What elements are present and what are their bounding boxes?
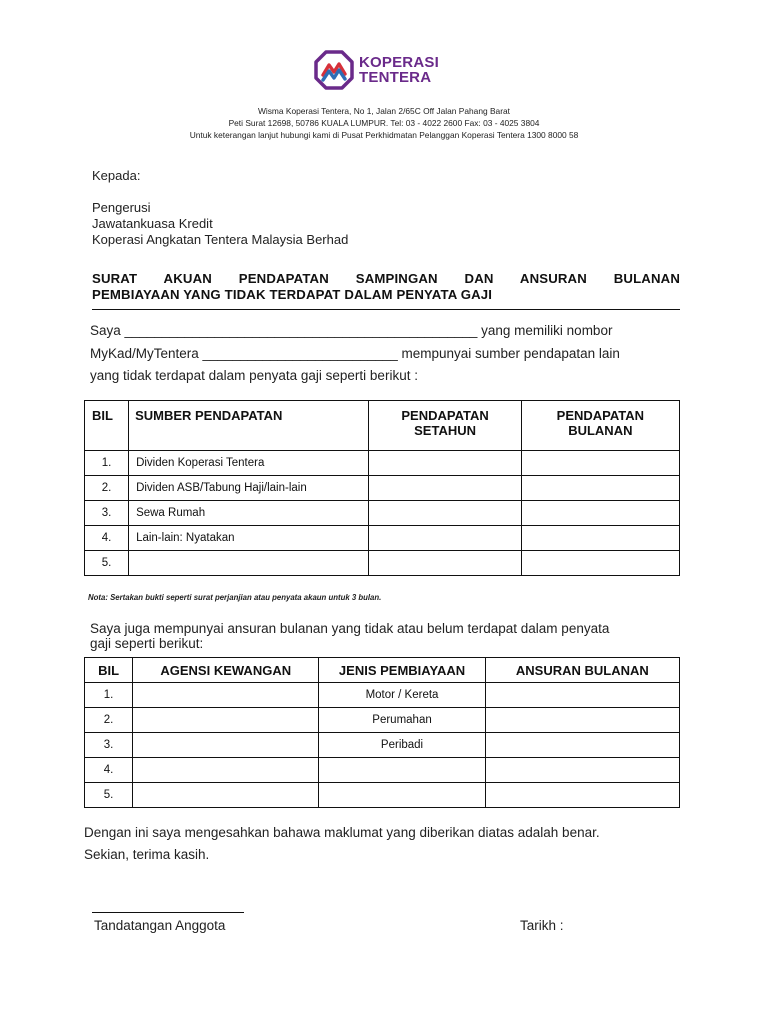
- note-text: Nota: Sertakan bukti seperti surat perjanjian atau penyata akaun untuk 3 bulan.: [88, 593, 382, 602]
- header-agensi-kewangan: AGENSI KEWANGAN: [133, 658, 319, 683]
- installment-intro-line1: Saya juga mempunyai ansuran bulanan yang tidak atau belum terdapat dalam penyata: [90, 621, 610, 636]
- row-bil: 1.: [85, 683, 133, 708]
- installment-table-header: [85, 658, 680, 683]
- row-bil: 4.: [85, 758, 133, 783]
- recipient-line3: Koperasi Angkatan Tentera Malaysia Berhad: [92, 232, 349, 247]
- header-bil: BIL: [85, 401, 129, 451]
- ansuran-cell[interactable]: [485, 733, 679, 758]
- row-bil: 4.: [85, 526, 129, 551]
- row-sumber: Sewa Rumah: [129, 501, 369, 526]
- ansuran-cell[interactable]: [485, 758, 679, 783]
- row-sumber: Lain-lain: Nyatakan: [129, 526, 369, 551]
- row-jenis[interactable]: [319, 783, 485, 808]
- confirmation-line1: Dengan ini saya mengesahkan bahawa maklumat yang diberikan diatas adalah benar.: [84, 825, 600, 840]
- recipient-kepada: Kepada:: [92, 168, 141, 183]
- title-line1: SURAT AKUAN PENDAPATAN SAMPINGAN DAN ANSURAN BULANAN: [92, 271, 680, 286]
- ansuran-cell[interactable]: [485, 708, 679, 733]
- bulanan-cell[interactable]: [521, 476, 679, 501]
- income-table-header: [85, 401, 680, 451]
- setahun-cell[interactable]: [369, 551, 521, 576]
- table-row: [85, 733, 680, 758]
- header-ansuran-bulanan: ANSURAN BULANAN: [485, 658, 679, 683]
- row-jenis: Peribadi: [319, 733, 485, 758]
- recipient-line2: Jawatankuasa Kredit: [92, 216, 213, 231]
- signature-label: Tandatangan Anggota: [94, 918, 226, 933]
- row-bil: 3.: [85, 501, 129, 526]
- row-jenis[interactable]: [319, 758, 485, 783]
- agensi-cell[interactable]: [133, 758, 319, 783]
- row-bil: 2.: [85, 476, 129, 501]
- table-row: [85, 783, 680, 808]
- koperasi-tentera-logo: [314, 49, 444, 91]
- installment-intro-line2: gaji seperti berikut:: [90, 636, 204, 651]
- row-sumber[interactable]: [129, 551, 369, 576]
- setahun-cell[interactable]: [369, 526, 521, 551]
- table-row: [85, 451, 680, 476]
- address-line2: Peti Surat 12698, 50786 KUALA LUMPUR. Tel: 03 - 4022 2600 Fax: 03 - 4025 3804: [228, 118, 540, 128]
- koperasi-logo-icon: [314, 50, 354, 90]
- ansuran-cell[interactable]: [485, 783, 679, 808]
- row-sumber: Dividen Koperasi Tentera: [129, 451, 369, 476]
- table-row: [85, 683, 680, 708]
- setahun-cell[interactable]: [369, 476, 521, 501]
- row-bil: 3.: [85, 733, 133, 758]
- bulanan-cell[interactable]: [521, 451, 679, 476]
- title-divider: [92, 309, 680, 310]
- bulanan-cell[interactable]: [521, 526, 679, 551]
- declaration-line1: Saya _______________________________________________ yang memiliki nombor: [90, 323, 613, 338]
- header-pendapatan-bulanan: PENDAPATAN BULANAN: [521, 401, 679, 451]
- header-sumber-pendapatan: SUMBER PENDAPATAN: [129, 401, 369, 451]
- row-bil: 2.: [85, 708, 133, 733]
- table-row: [85, 501, 680, 526]
- agensi-cell[interactable]: [133, 783, 319, 808]
- row-jenis: Motor / Kereta: [319, 683, 485, 708]
- header-jenis-pembiayaan: JENIS PEMBIAYAAN: [319, 658, 485, 683]
- table-row: [85, 758, 680, 783]
- row-bil: 1.: [85, 451, 129, 476]
- agensi-cell[interactable]: [133, 683, 319, 708]
- setahun-cell[interactable]: [369, 501, 521, 526]
- setahun-cell[interactable]: [369, 451, 521, 476]
- row-bil: 5.: [85, 783, 133, 808]
- row-bil: 5.: [85, 551, 129, 576]
- ansuran-cell[interactable]: [485, 683, 679, 708]
- signature-line[interactable]: [92, 912, 244, 913]
- header-pendapatan-setahun: PENDAPATAN SETAHUN: [369, 401, 521, 451]
- table-row: [85, 476, 680, 501]
- table-row: [85, 526, 680, 551]
- table-row: [85, 708, 680, 733]
- row-jenis: Perumahan: [319, 708, 485, 733]
- installment-table: [84, 657, 680, 808]
- table-row: [85, 551, 680, 576]
- bulanan-cell[interactable]: [521, 551, 679, 576]
- address-line3: Untuk keterangan lanjut hubungi kami di Pusat Perkhidmatan Pelanggan Koperasi Tentera 1300 8000 58: [189, 130, 579, 140]
- document-title: [92, 271, 680, 303]
- income-table: [84, 400, 680, 576]
- header-bil: BIL: [85, 658, 133, 683]
- title-line2: PEMBIAYAAN YANG TIDAK TERDAPAT DALAM PENYATA GAJI: [92, 287, 493, 302]
- bulanan-cell[interactable]: [521, 501, 679, 526]
- logo-line1: KOPERASI: [359, 54, 439, 71]
- address-line1: Wisma Koperasi Tentera, No 1, Jalan 2/65C Off Jalan Pahang Barat: [257, 106, 510, 116]
- declaration-line2: MyKad/MyTentera __________________________ mempunyai sumber pendapatan lain: [90, 346, 620, 361]
- recipient-line1: Pengerusi: [92, 200, 151, 215]
- date-label: Tarikh :: [520, 918, 564, 933]
- row-sumber: Dividen ASB/Tabung Haji/lain-lain: [129, 476, 369, 501]
- agensi-cell[interactable]: [133, 733, 319, 758]
- declaration-line3: yang tidak terdapat dalam penyata gaji seperti berikut :: [90, 368, 418, 383]
- logo-line2: TENTERA: [359, 69, 432, 86]
- logo-wordmark: [359, 55, 439, 85]
- agensi-cell[interactable]: [133, 708, 319, 733]
- confirmation-line2: Sekian, terima kasih.: [84, 847, 210, 862]
